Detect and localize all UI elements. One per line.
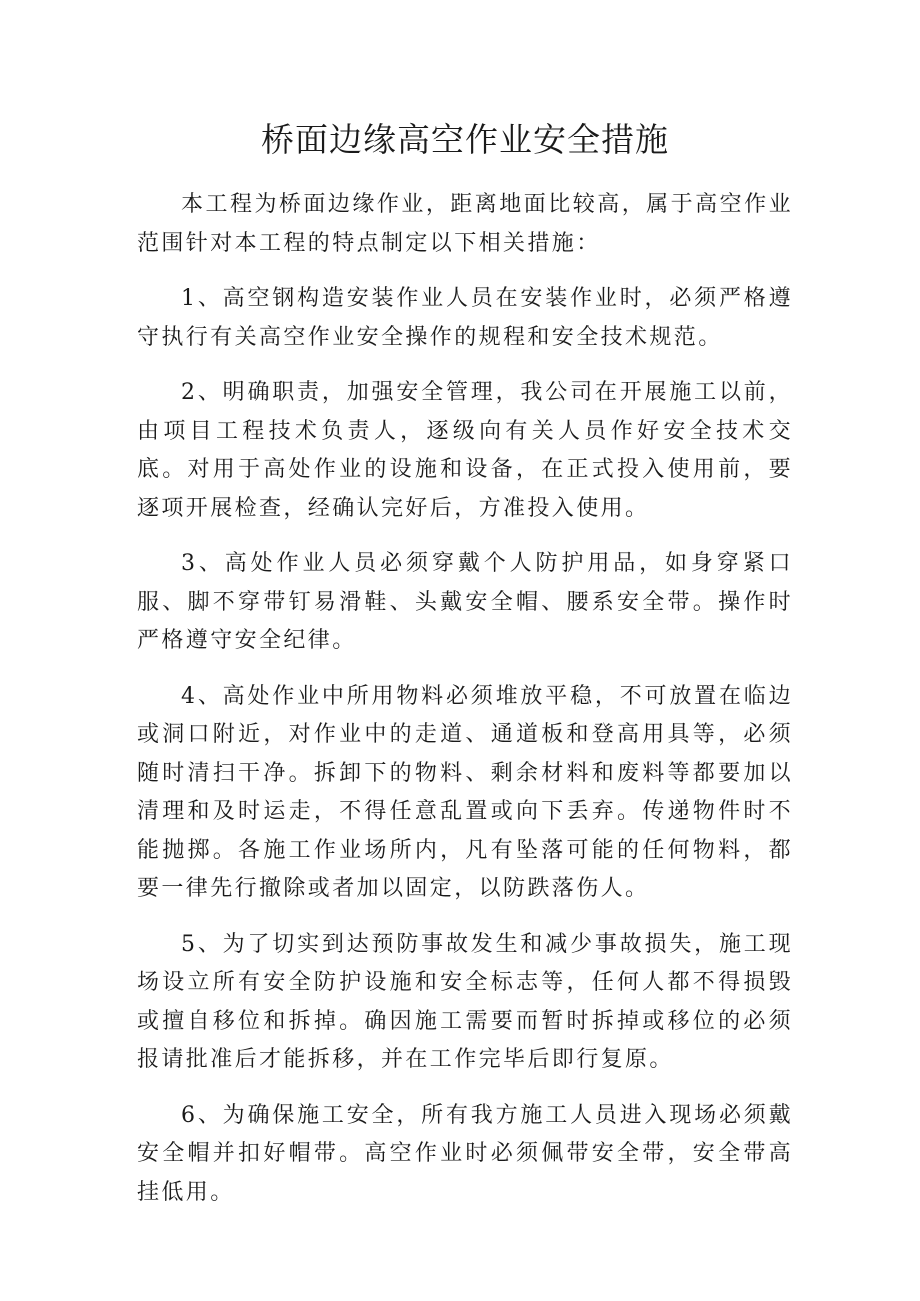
paragraph-item-2: 2、明确职责，加强安全管理，我公司在开展施工以前，由项目工程技术负责人，逐级向有关人员作好安全技术交底。对用于高处作业的设施和设备，在正式投入使用前，要逐项开展检查，经确认完好后，方准投入使用。 [137, 380, 793, 521]
paragraph-intro: 本工程为桥面边缘作业，距离地面比较高，属于高空作业范围针对本工程的特点制定以下相关措施： [137, 192, 793, 256]
document-page [137, 112, 793, 1229]
paragraph-item-3: 3、高处作业人员必须穿戴个人防护用品，如身穿紧口服、脚不穿带钉易滑鞋、头戴安全帽、腰系安全带。操作时严格遵守安全纪律。 [137, 551, 793, 653]
paragraph-item-1: 1、高空钢构造安装作业人员在安装作业时，必须严格遵守执行有关高空作业安全操作的规程和安全技术规范。 [137, 286, 793, 350]
paragraph-item-4: 4、高处作业中所用物料必须堆放平稳，不可放置在临边或洞口附近，对作业中的走道、通道板和登高用具等，必须随时清扫干净。拆卸下的物料、剩余材料和废料等都要加以清理和及时运走，不得任意乱置或向下丢弃。传递物件时不能抛掷。各施工作业场所内，凡有坠落可能的任何物料，都要一律先行撤除或者加以固定，以防跌落伤人。 [137, 683, 793, 901]
paragraph-item-6: 6、为确保施工安全，所有我方施工人员进入现场必须戴安全帽并扣好帽带。高空作业时必须佩带安全带，安全带高挂低用。 [137, 1102, 793, 1205]
paragraph-item-5: 5、为了切实到达预防事故发生和减少事故损失，施工现场设立所有安全防护设施和安全标志等，任何人都不得损毁或擅自移位和拆掉。确因施工需要而暂时拆掉或移位的必须报请批准后才能拆移，并在工作完毕后即行复原。 [137, 931, 793, 1072]
document-title: 桥面边缘高空作业安全措施 [261, 120, 669, 159]
